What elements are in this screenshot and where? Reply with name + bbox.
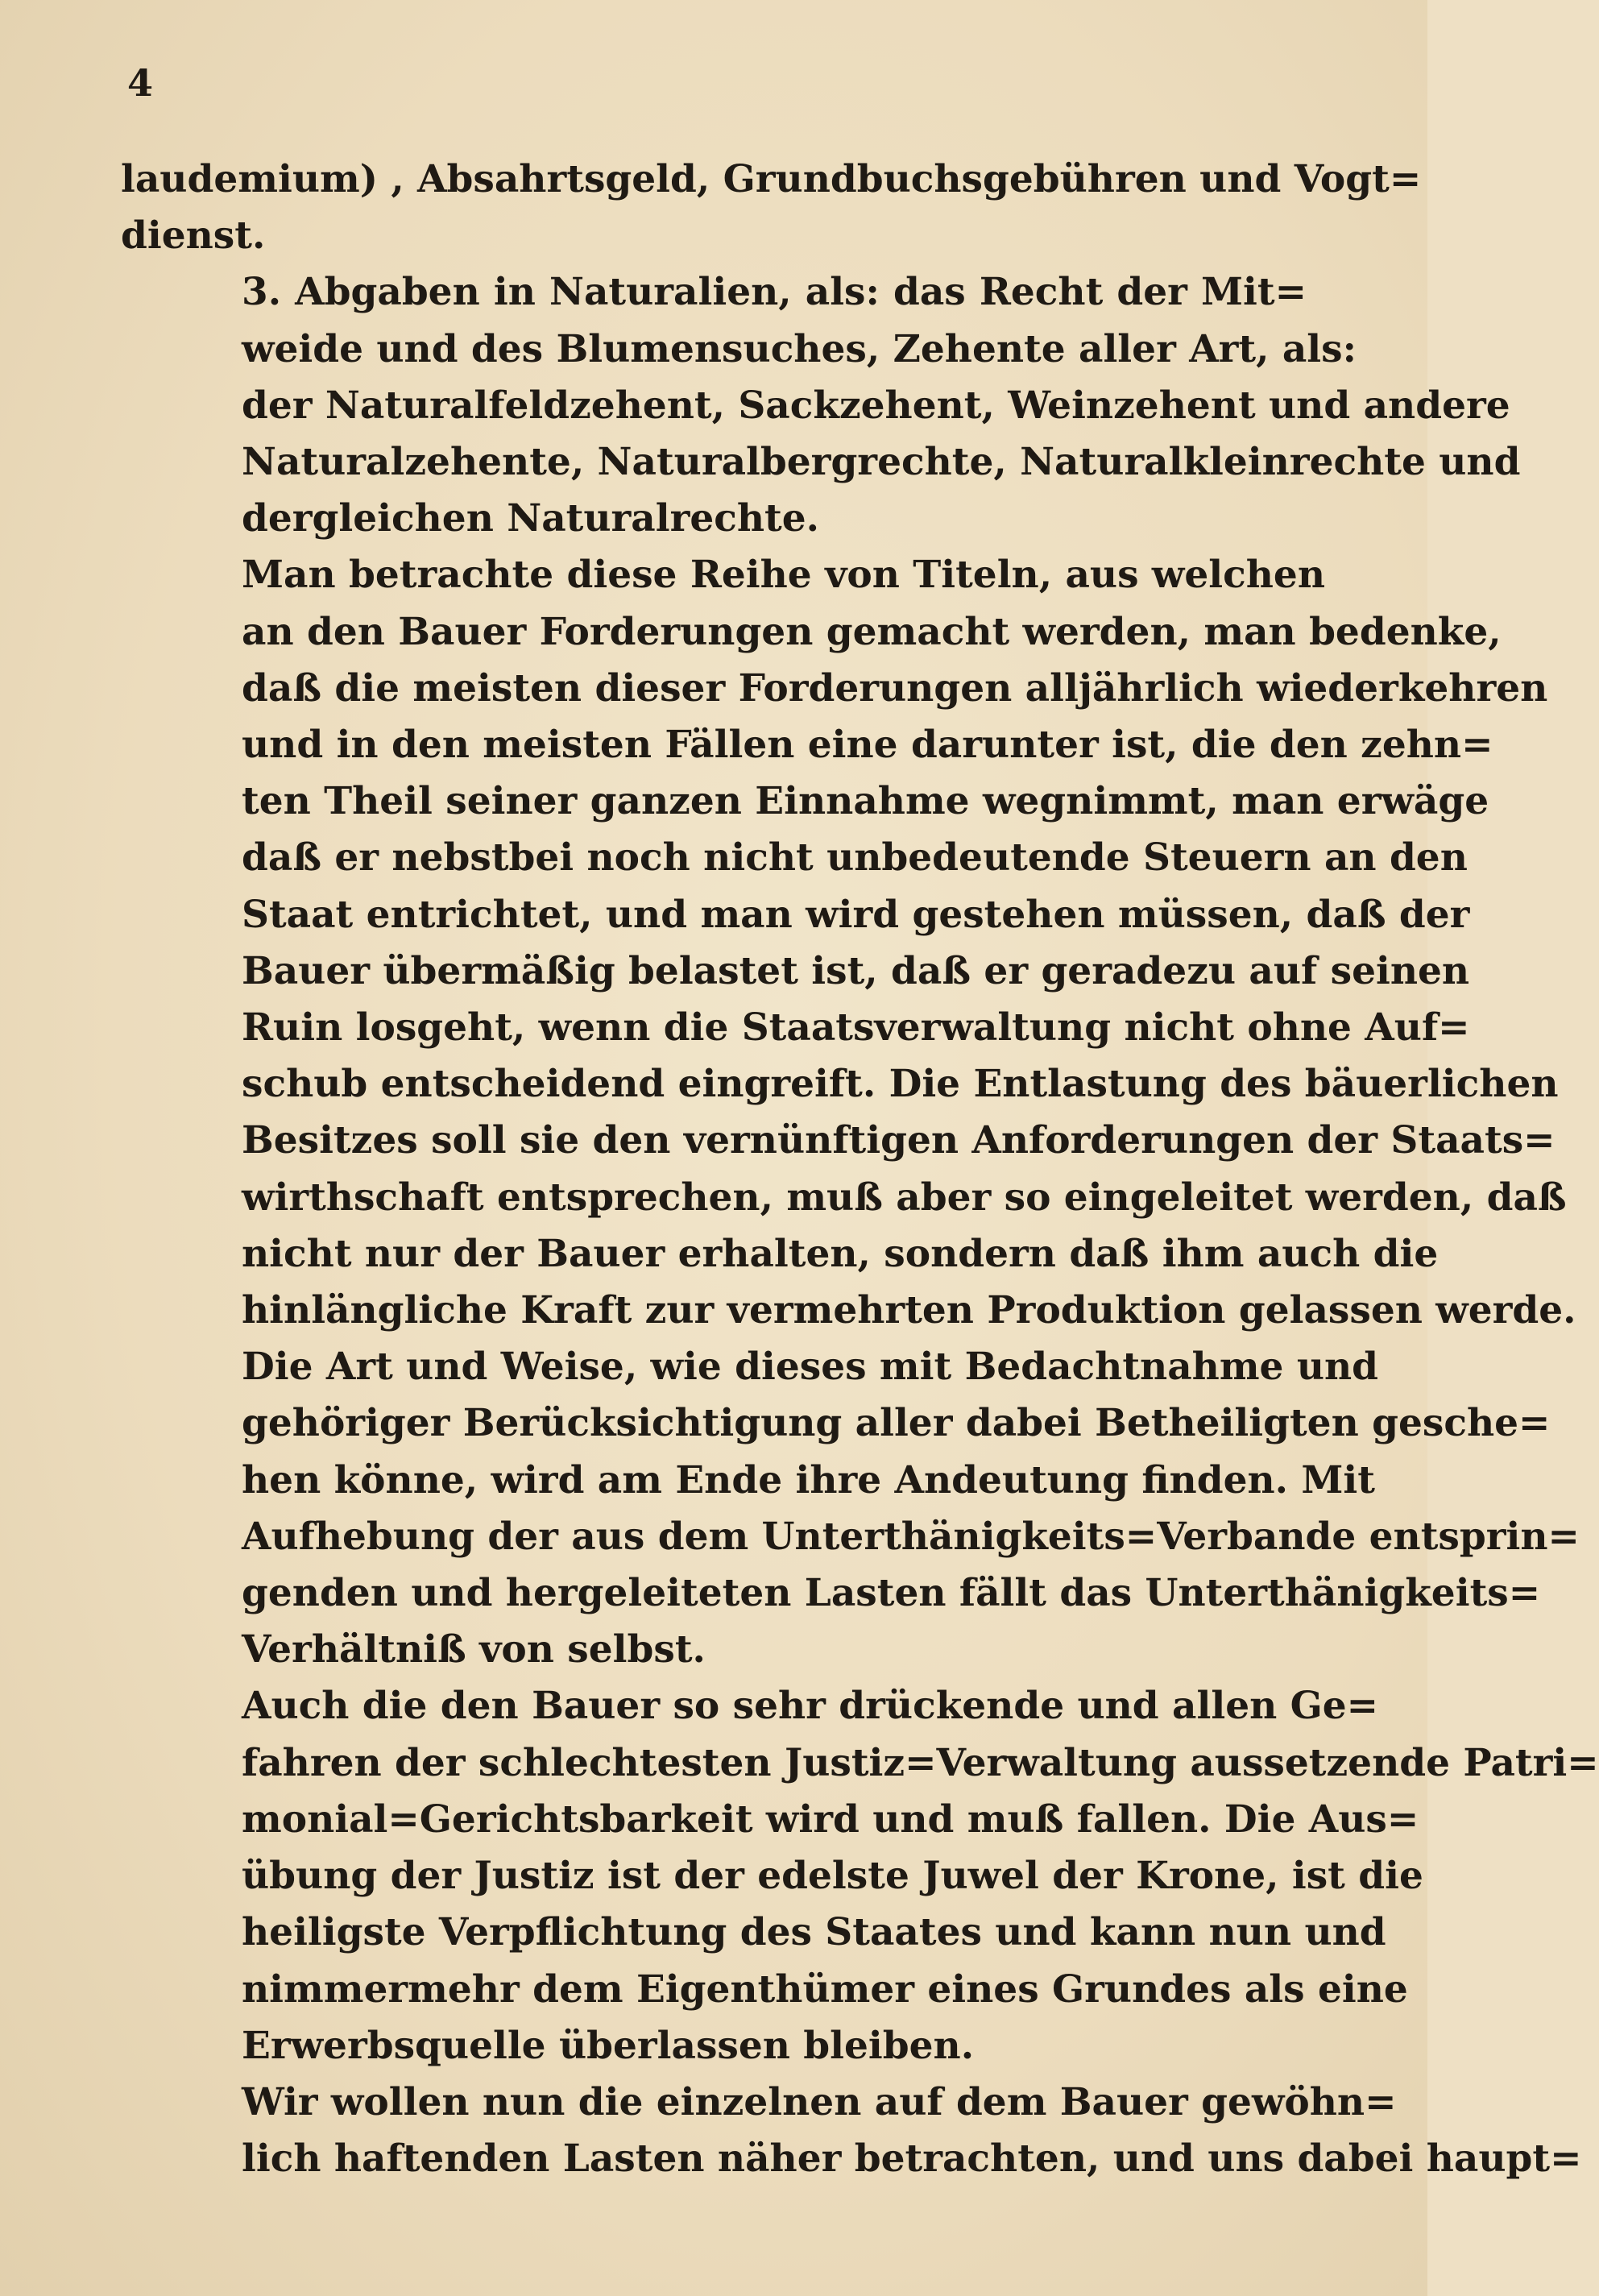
text-line: lich haftenden Lasten näher betrachten, und uns dabei haupt= xyxy=(242,2136,1582,2182)
paragraph-2 xyxy=(121,264,1521,547)
text-line: Ruin losgeht, wenn die Staatsverwaltung nicht ohne Auf= xyxy=(242,1005,1470,1051)
text-line: wirthschaft entsprechen, muß aber so eingeleitet werden, daß xyxy=(242,1175,1567,1220)
text-line: Aufhebung der aus dem Unterthänigkeits=Verbande entsprin= xyxy=(242,1514,1580,1559)
text-line: Bauer übermäßig belastet ist, daß er geradezu auf seinen xyxy=(242,948,1470,993)
text-line: genden und hergeleiteten Lasten fällt das Unterthänigkeits= xyxy=(242,1571,1541,1616)
text-line: daß die meisten dieser Forderungen alljährlich wiederkehren xyxy=(242,665,1548,711)
text-line: weide und des Blumensuches, Zehente aller Art, als: xyxy=(242,326,1357,371)
page-number: 4 xyxy=(127,61,154,105)
text-line: dergleichen Naturalrechte. xyxy=(242,496,820,541)
text-line: Naturalzehente, Naturalbergrechte, Naturalkleinrechte und xyxy=(242,440,1521,485)
text-line: Staat entrichtet, und man wird gestehen müssen, daß der xyxy=(242,892,1470,937)
text-line: nimmermehr dem Eigenthümer eines Grundes als eine xyxy=(242,1967,1408,2012)
text-line: übung der Justiz ist der edelste Juwel der Krone, ist die xyxy=(242,1854,1423,1899)
text-line: laudemium) , Absahrtsgeld, Grundbuchsgebühren und Vogt= xyxy=(121,157,1422,201)
text-line: hinlängliche Kraft zur vermehrten Produktion gelassen werde. xyxy=(242,1288,1576,1333)
text-line: Die Art und Weise, wie dieses mit Bedachtnahme und xyxy=(242,1345,1379,1390)
text-line: heiligste Verpflichtung des Staates und kann nun und xyxy=(242,1910,1386,1955)
text-line: Besitzes soll sie den vernünftigen Anforderungen der Staats= xyxy=(242,1118,1556,1163)
paragraph-3 xyxy=(121,547,1580,1678)
text-line: und in den meisten Fällen eine darunter ist, die den zehn= xyxy=(242,723,1493,768)
text-line: ten Theil seiner ganzen Einnahme wegnimmt, man erwäge xyxy=(242,779,1489,824)
text-line: schub entscheidend eingreift. Die Entlastung des bäuerlichen xyxy=(242,1062,1559,1107)
text-line: monial=Gerichtsbarkeit wird und muß fallen. Die Aus= xyxy=(242,1797,1419,1842)
text-line: Verhältniß von selbst. xyxy=(242,1627,706,1672)
text-line: der Naturalfeldzehent, Sackzehent, Weinzehent und andere xyxy=(242,383,1510,428)
text-line: hen könne, wird am Ende ihre Andeutung finden. Mit xyxy=(242,1457,1375,1502)
text-line: fahren der schlechtesten Justiz=Verwaltung aussetzende Patri= xyxy=(242,1740,1599,1785)
text-line: gehöriger Berücksichtigung aller dabei Betheiligten gesche= xyxy=(242,1401,1551,1446)
text-line: Man betrachte diese Reihe von Titeln, aus welchen xyxy=(242,553,1325,598)
paragraph-5 xyxy=(121,2074,1582,2187)
text-line: nicht nur der Bauer erhalten, sondern daß ihm auch die xyxy=(242,1231,1439,1276)
paragraph-1 xyxy=(121,151,1422,264)
paragraph-4 xyxy=(121,1678,1599,2074)
body-text xyxy=(121,151,1599,2187)
text-line: Wir wollen nun die einzelnen auf dem Bauer gewöhn= xyxy=(242,2079,1397,2124)
text-line: daß er nebstbei noch nicht unbedeutende Steuern an den xyxy=(242,835,1468,881)
text-line: 3. Abgaben in Naturalien, als: das Recht der Mit= xyxy=(242,270,1307,315)
text-line: an den Bauer Forderungen gemacht werden, man bedenke, xyxy=(242,609,1502,654)
text-line: dienst. xyxy=(121,213,266,259)
text-line: Auch die den Bauer so sehr drückende und allen Ge= xyxy=(242,1684,1379,1729)
text-line: Erwerbsquelle überlassen bleiben. xyxy=(242,2023,975,2068)
